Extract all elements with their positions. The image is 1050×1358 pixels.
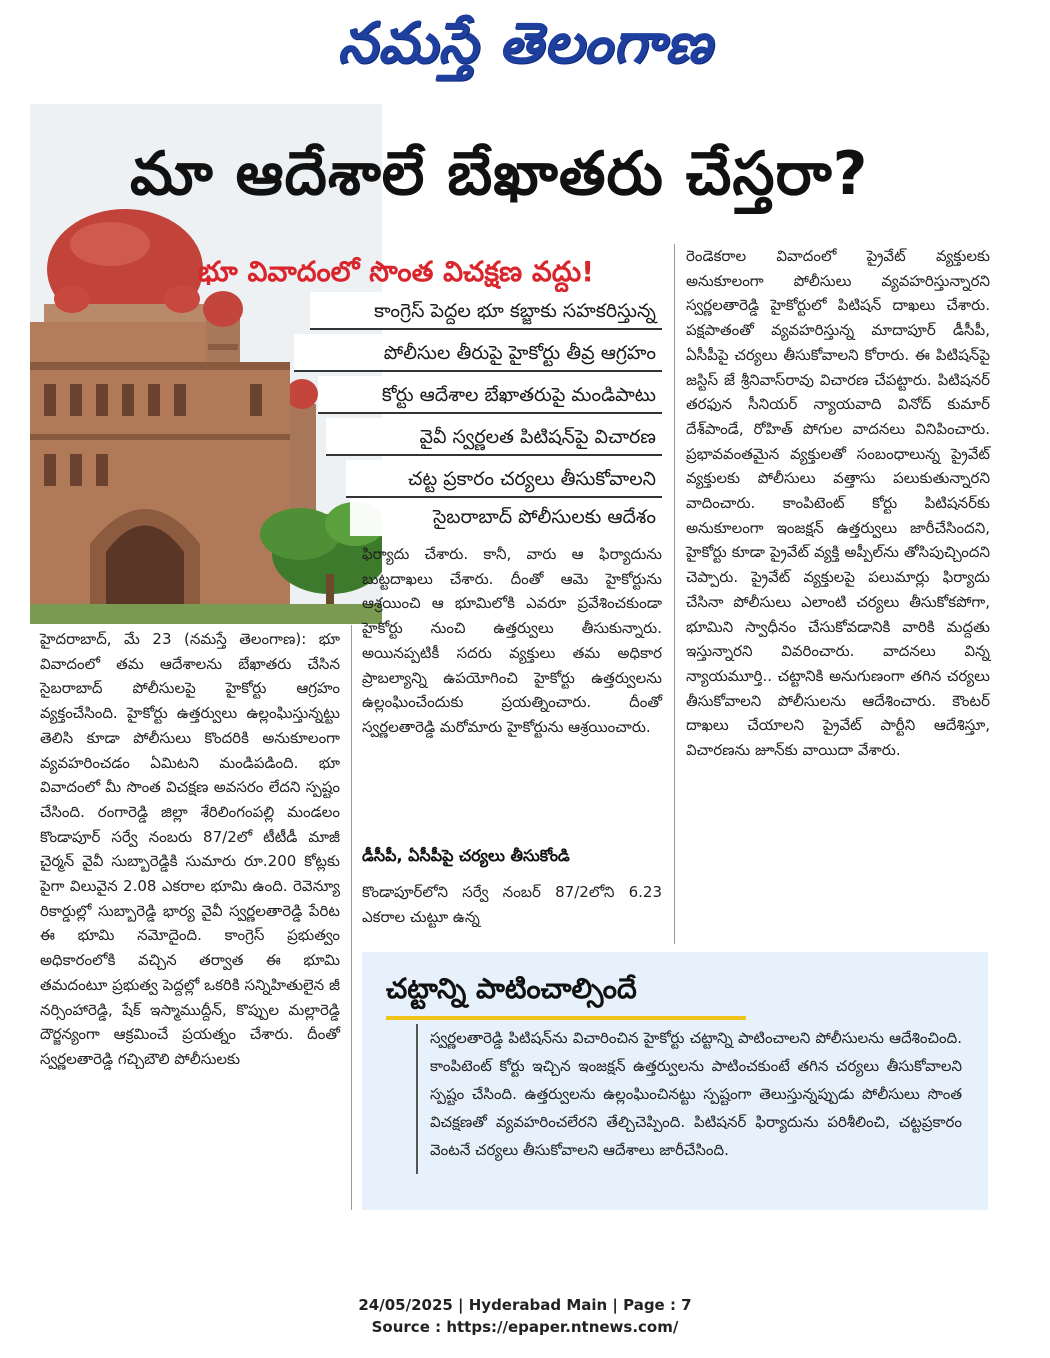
page-footer bbox=[0, 1294, 1050, 1338]
deck-line-4: వైవీ స్వర్ణలత పిటిషన్‌పై విచారణ bbox=[326, 418, 662, 456]
article-subheading: డీసీపీ, ఏసీపీపై చర్యలు తీసుకోండి bbox=[362, 846, 570, 865]
deck-line-6: సైబరాబాద్ పోలీసులకు ఆదేశం bbox=[350, 498, 662, 536]
article-paragraph: ఫిర్యాదు చేశారు. కానీ, వారు ఆ ఫిర్యాదును బుట్టదాఖలు చేశారు. దీంతో ఆమె హైకోర్టును ఆశ్రయించి ఆ భూమిలోకి ఎవరూ ప్రవేశించకుండా హైకోర్టు నుంచి ఉత్తర్వులు తీసుకున్నారు. అయినప్పటికీ సదరు వ్యక్తులు తమ అధికార ప్రాబల్యాన్ని ఉపయోగించి హైకోర్టు ఉత్తర్వులను ఉల్లంఘించేందుకు ప్రయత్నించారు. దీంతో స్వర్ణలతారెడ్డి మరోమారు హైకోర్టును ఆశ్రయించారు. bbox=[362, 545, 662, 736]
kicker-line: భూ వివాదంలో సొంత విచక్షణ వద్దు! bbox=[198, 255, 594, 288]
article-paragraph: హైదరాబాద్, మే 23 (నమస్తే తెలంగాణ): భూ వివాదంలో తమ ఆదేశాలను బేఖాతరు చేసిన సైబరాబాద్ పోలీసులపై హైకోర్టు ఆగ్రహం వ్యక్తంచేసింది. హైకోర్టు ఉత్తర్వులు ఉల్లంఘిస్తున్నట్టు తెలిసి కూడా పోలీసులు కొందరికి అనుకూలంగా వ్యవహరించడం ఏమిటని మండిపడింది. భూ వివాదంలో మీ సొంత విచక్షణ అవసరం లేదని స్పష్టం చేసింది. రంగారెడ్డి జిల్లా శేరిలింగంపల్లి మండలం కొండాపూర్ సర్వే నంబరు 87/2లో టీటీడీ మాజీ చైర్మన్ వైవీ సుబ్బారెడ్డికి సుమారు రూ.200 కోట్లకు పైగా విలువైన 2.08 ఎకరాల భూమి ఉంది. రెవెన్యూ రికార్డుల్లో సుబ్బారెడ్డి భార్య వైవీ స్వర్ణలతారెడ్డి పేరిట ఈ భూమి నమోదైంది. కాంగ్రెస్ ప్రభుత్వం అధికారంలోకి వచ్చిన తర్వాత ఈ భూమి తమదంటూ ప్రభుత్వ పెద్దల్లో ఒకరికి సన్నిహితులైన జీ నర్సింహారెడ్డి, షేక్ ఇస్మాముద్దీన్, కొప్పుల మల్లారెడ్డి దౌర్జన్యంగా ఆక్రమించే ప్రయత్నం చేశారు. దీంతో స్వర్ణలతారెడ్డి గచ్చిబౌలి పోలీసులకు bbox=[40, 630, 340, 1068]
article-paragraph: రెండెకరాల వివాదంలో ప్రైవేట్ వ్యక్తులకు అనుకూలంగా పోలీసులు వ్యవహరిస్తున్నారని స్వర్ణలతారెడ్డి హైకోర్టులో పిటిషన్ దాఖలు చేశారు. పక్షపాతంతో వ్యవహరిస్తున్న మాదాపూర్ డీసీపీ, ఏసీపీపై చర్యలు తీసుకోవాలని కోరారు. ఈ పిటిషన్‌పై జస్టిస్ జే శ్రీనివాస్‌రావు విచారణ చేపట్టారు. పిటిషనర్ తరఫున సీనియర్ న్యాయవాది వినోద్ కుమార్ దేశ్‌పాండే, రోహిత్ పోగుల వాదనలు వినిపించారు. ప్రభావవంతమైన వ్యక్తులతో సంబంధాలున్న ప్రైవేట్ వ్యక్తులకు పోలీసులు వత్తాసు పలుకుతున్నారని వాదించారు. కాంపిటెంట్ కోర్టు పిటిషనర్‌కు అనుకూలంగా ఇంజక్షన్ ఉత్తర్వులు జారీచేసిందని, హైకోర్టు కూడా ప్రైవేట్ వ్యక్తి అప్పీల్‌ను తోసిపుచ్చిందని చెప్పారు. ప్రైవేట్ వ్యక్తులపై పలుమార్లు ఫిర్యాదు చేసినా పోలీసులు ఎలాంటి చర్యలు తీసుకోకపోగా, భూమిని స్వాధీనం చేసుకోవడానికి వారికి మద్దతు ఇస్తున్నారని వివరించారు. వాదనలు విన్న న్యాయమూర్తి.. చట్టానికి అనుగుణంగా తగిన చర్యలు తీసుకోవాలని పోలీసులను ఆదేశించారు. కౌంటర్ దాఖలు చేయాలని ప్రైవేట్ పార్టీని ఆదేశిస్తూ, విచారణను జూన్‌కు వాయిదా వేశారు. bbox=[686, 247, 990, 760]
quote-bar bbox=[416, 1024, 418, 1174]
column-divider bbox=[674, 244, 675, 944]
deck-line-2: పోలీసుల తీరుపై హైకోర్టు తీవ్ర ఆగ్రహం bbox=[294, 334, 662, 372]
source-link[interactable]: Source : https://epaper.ntnews.com/ bbox=[371, 1318, 679, 1336]
title-underline bbox=[386, 1016, 746, 1020]
sidebar-box-title: చట్టాన్ని పాటించాల్సిందే bbox=[386, 972, 637, 1005]
article-column-left bbox=[40, 627, 340, 1072]
sidebar-box bbox=[362, 952, 988, 1210]
newspaper-logo: నమస్తే తెలంగాణ bbox=[337, 11, 713, 76]
deck-line-5: చట్ట ప్రకారం చర్యలు తీసుకోవాలని bbox=[346, 460, 662, 498]
column-divider bbox=[351, 625, 352, 1210]
sidebar-box-body bbox=[430, 1024, 962, 1164]
masthead bbox=[0, 4, 1050, 92]
sidebar-paragraph: స్వర్ణలతారెడ్డి పిటిషన్‌ను విచారించిన హైకోర్టు చట్టాన్ని పాటించాలని పోలీసులను ఆదేశించింది. కాంపిటెంట్ కోర్టు ఇచ్చిన ఇంజక్షన్ ఉత్తర్వులను పాటించకుంటే తగిన చర్యలు తీసుకోవాలని స్పష్టం చేసింది. ఉత్తర్వులను ఉల్లంఘించినట్టు స్పష్టంగా తెలుస్తున్నప్పుడు పోలీసులు సొంత విచక్షణతో వ్యవహరించలేరని తేల్చిచెప్పింది. పిటిషనర్ ఫిర్యాదును పరిశీలించి, చట్టప్రకారం వెంటనే చర్యలు తీసుకోవాలని ఆదేశాలు జారీచేసింది. bbox=[430, 1029, 962, 1159]
headline: మా ఆదేశాలే బేఖాతరు చేస్తరా? bbox=[130, 139, 869, 209]
edition-info: 24/05/2025 | Hyderabad Main | Page : 7 bbox=[358, 1296, 692, 1314]
article-column-middle bbox=[362, 542, 662, 740]
article-paragraph: కొండాపూర్‌లోని సర్వే నంబర్ 87/2లోని 6.23 ఎకరాల చుట్టూ ఉన్న bbox=[362, 883, 662, 926]
article-column-middle-continued bbox=[362, 880, 662, 929]
deck-line-3: కోర్టు ఆదేశాల బేఖాతరుపై మండిపాటు bbox=[318, 376, 662, 414]
deck-line-1: కాంగ్రెస్ పెద్దల భూ కబ్జాకు సహకరిస్తున్న bbox=[310, 292, 662, 330]
article-column-right bbox=[686, 244, 990, 763]
